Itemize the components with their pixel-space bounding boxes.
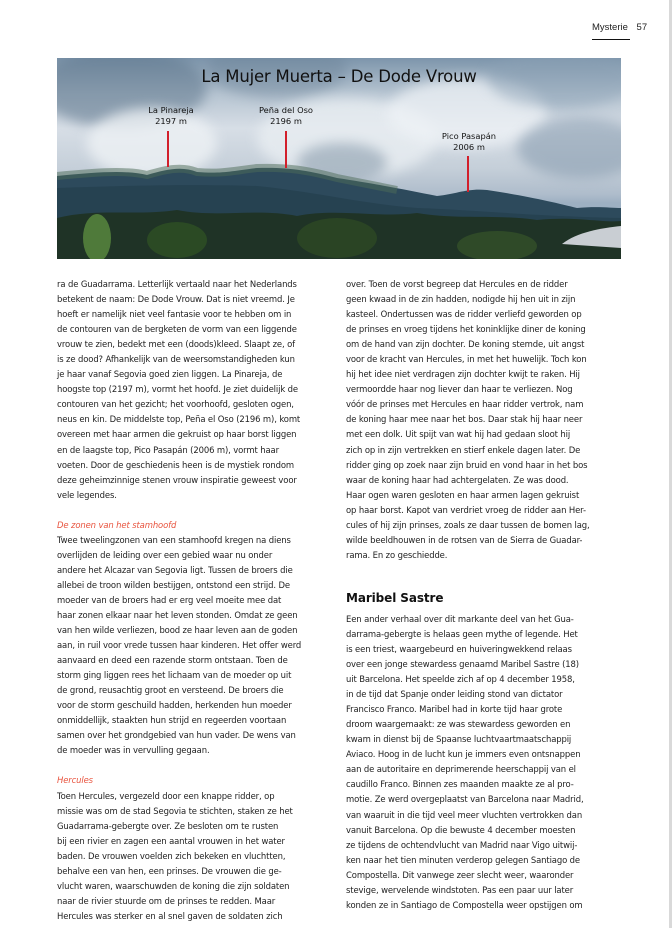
peak-label-pico-pasapan	[442, 131, 496, 153]
text-line: darrama-gebergte is helaas geen mythe of legende. Het	[346, 628, 578, 639]
text-line: cules of hij zijn prinses, zoals ze daar tussen de bomen lag,	[346, 519, 590, 530]
text-line: de grond, reusachtig groot en versteend. De broers die	[57, 685, 284, 696]
text-line: Aviaco. Hoog in de lucht kun je immers even ontsnappen	[346, 749, 581, 760]
text-line: deze geheimzinnige stenen vrouw inspiratie geweest voor	[57, 474, 297, 485]
text-line: aan de autoritaire en deprimerende heerschappij van el	[346, 764, 576, 775]
text-line: allebei de troon wilden bestijgen, ontstond een strijd. De	[57, 579, 290, 590]
text-line: ken naar het tien minuten verderop gelegen Santiago de	[346, 854, 580, 865]
heading-maribel-sastre: Maribel Sastre	[346, 590, 444, 605]
peak-marker-pico-pasapan	[467, 156, 469, 192]
text-line: waar de koning haar had achtergelaten. Ze was dood.	[346, 474, 569, 485]
peak-marker-pena-del-oso	[285, 131, 287, 168]
text-line: bij een rivier en zagen een aantal vrouwen in het water	[57, 835, 285, 846]
peak-label-la-pinareja	[148, 105, 194, 127]
text-line: in de tijd dat Spanje onder leiding stond van dictator	[346, 689, 563, 700]
peak-height: 2006 m	[453, 142, 485, 152]
text-line: en de laagste top, Pico Pasapán (2006 m), vormt haar	[57, 444, 279, 455]
paragraph-gap	[57, 758, 335, 773]
text-line: vlucht waren, waarschuwden de koning die zijn soldaten	[57, 880, 290, 891]
text-line: je haar vanaf Segovia goed zien liggen. La Pinareja, de	[57, 369, 283, 380]
text-line: over een jonge stewardess genaamd Maribel Sastre (18)	[346, 659, 579, 670]
hercules-paragraph	[57, 789, 335, 924]
text-line: kasteel. Ondertussen was de ridder verliefd geworden op	[346, 309, 582, 320]
text-line: Francisco Franco. Maribel had in korte tijd haar grote	[346, 704, 563, 715]
peak-label-pena-del-oso	[259, 105, 313, 127]
text-line: de moeder was in vervulling gegaan.	[57, 745, 210, 756]
text-line: Hercules was sterker en al snel gaven de soldaten zich	[57, 910, 283, 921]
text-line: samen over het grondgebied van hun vader. De wens van	[57, 730, 296, 741]
running-head	[592, 22, 647, 33]
text-line: de contouren van de bergketen de vorm van een liggende	[57, 324, 297, 335]
text-line: van hen wilde verliezen, bood ze haar leven aan de goden	[57, 625, 298, 636]
text-line: behalve een van hen, een prinses. De vrouwen die ge-	[57, 865, 282, 876]
page-number: 57	[636, 22, 648, 33]
text-line: van waaruit in die tijd veel meer vluchten vertrokken dan	[346, 809, 583, 820]
text-line: Toen Hercules, vergezeld door een knappe ridder, op	[57, 790, 275, 801]
text-line: ridder ging op zoek naar zijn bruid en vond haar in het bos	[346, 459, 588, 470]
maribel-paragraph	[346, 612, 628, 913]
text-line: vele legendes.	[57, 489, 117, 500]
text-line: met een dolk. Uit spijt van wat hij had gedaan sloot hij	[346, 429, 571, 440]
text-line: neus en kin. De middelste top, Peña el Oso (2196 m), komt	[57, 414, 301, 425]
peak-name: Peña del Oso	[258, 105, 314, 115]
text-line: aan, in ruil voor vrede tussen haar kinderen. Het offer werd	[57, 640, 302, 651]
text-line: over. Toen de vorst begreep dat Hercules en de ridder	[346, 279, 568, 289]
text-line: overlijden de leiding over een gebied waar nu onder	[57, 549, 273, 560]
text-line: voor de kracht van Hercules, in met het huwelijk. Toch kon	[346, 354, 587, 365]
text-line: wilde beeldhouwen in de rotsen van de Sierra de Guadar-	[346, 534, 583, 545]
mountain-photo-figure	[57, 58, 621, 259]
text-line: baden. De vrouwen voelden zich bekeken en vluchtten,	[57, 850, 286, 861]
text-line: voor de storm geschuild hadden, herkenden hun moeder	[57, 700, 292, 711]
text-line: kwam in dienst bij de Spaanse luchtvaartmaatschappij	[346, 734, 572, 745]
paragraph-gap	[57, 503, 335, 518]
peak-marker-la-pinareja	[167, 131, 169, 167]
text-line: motie. Ze werd overgeplaatst van Barcelona naar Madrid,	[346, 794, 584, 805]
text-line: uit Barcelona. Het speelde zich af op 4 december 1958,	[346, 674, 575, 685]
figure-title: La Mujer Muerta – De Dode Vrouw	[201, 67, 477, 86]
text-line: geen kwaad in de zin hadden, nodigde hij hen uit in zijn	[346, 294, 576, 305]
text-line: vrouw te zien, bedekt met een (doods)kleed. Slaapt ze, of	[57, 339, 296, 350]
text-line: Twee tweelingzonen van een stamhoofd kregen na diens	[57, 534, 291, 545]
text-line: aanvaard en deed een razende storm ontstaan. Toen de	[57, 655, 288, 666]
running-head-section: Mysterie	[592, 22, 628, 33]
text-line: vermoordde haar nog liever dan haar te verliezen. Nog	[346, 384, 573, 395]
text-line: onmiddellijk, staakten hun strijd en regeerden voortaan	[57, 715, 287, 726]
text-line: storm ging liggen rees het lichaam van de moeder op uit	[57, 670, 292, 681]
text-line: konden ze in Santiago de Compostella weer opstijgen om	[346, 899, 583, 910]
peak-name: Pico Pasapán	[441, 131, 497, 141]
text-line: contouren van het gezicht; het voorhoofd, gesloten ogen,	[57, 399, 294, 410]
text-line: is ze dood? Afhankelijk van de weersomstandigheden kun	[57, 354, 295, 365]
text-line: moeder van de broers had er erg veel moeite mee dat	[57, 594, 282, 605]
running-head-rule	[592, 39, 630, 40]
peak-height: 2197 m	[155, 116, 187, 126]
zonen-paragraph	[57, 533, 335, 759]
text-line: haar zonen elkaar naar het leven stonden. Omdat ze geen	[57, 609, 298, 620]
text-line: hoeft er namelijk niet veel fantasie voor te hebben om in	[57, 309, 292, 320]
text-line: de koning haar mee naar het bos. Daar stak hij haar neer	[346, 414, 583, 425]
text-line: de prinses en vroeg tijdens het koninklijke diner de koning	[346, 324, 586, 335]
text-line: om de hand van zijn dochter. De koning stemde, uit angst	[346, 339, 585, 350]
text-line: op haar borst. Kapot van verdriet vroeg de ridder aan Her-	[346, 504, 586, 515]
text-line: Guadarrama-gebergte over. Ze besloten om te rusten	[57, 820, 279, 831]
text-line: missie was om de stad Segovia te stichten, staken ze het	[57, 805, 293, 816]
text-line: andere het Alcazar van Segovia ligt. Tussen de broers die	[57, 564, 293, 575]
peak-name: La Pinareja	[148, 105, 194, 115]
section-gap	[346, 563, 628, 590]
intro-paragraph	[57, 277, 335, 503]
text-line: voeten. Door de geschiedenis heen is de mystiek rondom	[57, 459, 295, 470]
text-line: stevige, wervelende windstoten. Pas een paar uur later	[346, 884, 574, 895]
hercules-continued-paragraph	[346, 277, 628, 563]
right-column	[346, 277, 628, 913]
text-line: hoogste top (2197 m), vormt het hoofd. Je ziet duidelijk de	[57, 384, 298, 395]
text-line: is een triest, waargebeurd en huiveringwekkend relaas	[346, 643, 572, 654]
text-line: betekent de naam: De Dode Vrouw. Dat is niet vreemd. Je	[57, 294, 295, 305]
text-line: vóór de prinses met Hercules en haar ridder vertrok, nam	[346, 399, 584, 410]
text-line: zich op in zijn vertrekken en stierf enkele dagen later. De	[346, 444, 581, 455]
peak-height: 2196 m	[270, 116, 302, 126]
mountain-silhouette	[57, 58, 621, 259]
text-line: overeen met haar armen die gekruist op haar borst liggen	[57, 429, 297, 440]
subheading-hercules: Hercules	[57, 775, 93, 786]
subheading-zonen: De zonen van het stamhoofd	[57, 519, 177, 530]
text-line: rama. En zo geschiedde.	[346, 549, 448, 560]
text-line: caudillo Franco. Binnen zes maanden maakte ze al pro-	[346, 779, 574, 790]
text-line: vanuit Barcelona. Op die bewuste 4 december moesten	[346, 824, 576, 835]
text-line: ze tijdens de ochtendvlucht van Madrid naar Vigo uitwij-	[346, 839, 578, 850]
text-line: Een ander verhaal over dit markante deel van het Gua-	[346, 613, 574, 624]
text-line: ra de Guadarrama. Letterlijk vertaald naar het Nederlands	[57, 279, 297, 289]
text-line: naar de rivier stuurde om de prinses te redden. Maar	[57, 895, 276, 906]
text-line: Haar ogen waren gesloten en haar armen lagen gekruist	[346, 489, 580, 500]
text-line: hij het idee niet verdragen zijn dochter kwijt te raken. Hij	[346, 369, 580, 380]
left-column	[57, 277, 335, 924]
text-line: Compostella. Dit vanwege zeer slecht weer, waaronder	[346, 869, 574, 880]
text-line: droom waargemaakt: ze was stewardess geworden en	[346, 719, 571, 730]
